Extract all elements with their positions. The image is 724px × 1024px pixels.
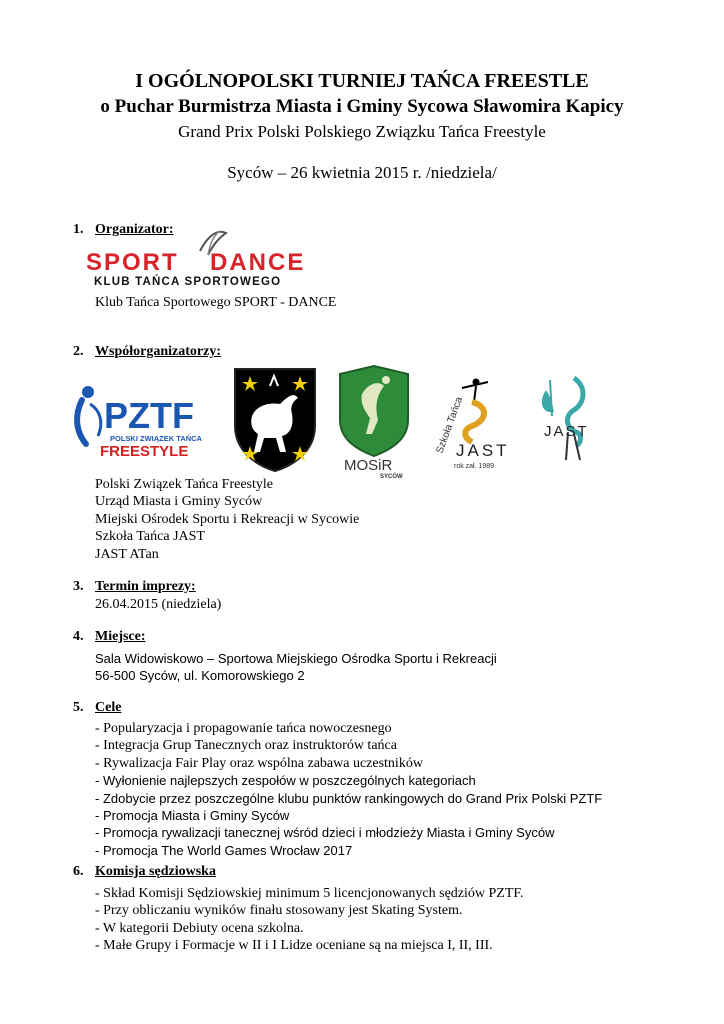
body-line: Urząd Miasta i Gminy Syców	[95, 494, 263, 510]
section-label: Współorganizatorzy:	[95, 344, 221, 359]
jast-atan-logo	[530, 372, 610, 468]
body-line: - W kategorii Debiuty ocena szkolna.	[95, 920, 304, 936]
logo-word-dance: DANCE	[210, 249, 306, 276]
section-6-heading	[73, 864, 216, 880]
logo-word-sport: SPORT	[86, 249, 179, 276]
body-line: - Wyłonienie najlepszych zespołów w poszczególnych kategoriach	[95, 773, 476, 789]
section-number: 3.	[73, 579, 84, 594]
sport-dance-logo	[80, 225, 350, 293]
body-line: - Popularyzacja i propagowanie tańca nowoczesnego	[95, 721, 392, 736]
body-line: - Integracja Grup Tanecznych oraz instruktorów tańca	[95, 738, 397, 754]
section-3-heading	[73, 579, 196, 595]
document-title: I OGÓLNOPOLSKI TURNIEJ TAŃCA FREESTLE	[135, 70, 589, 92]
section-6-body	[95, 885, 524, 955]
pztf-line1: POLSKI ZWIĄZEK TAŃCA	[110, 434, 202, 443]
body-line: - Skład Komisji Sędziowskiej minimum 5 licencjonowanych sędziów PZTF.	[95, 886, 524, 901]
section-3-body	[95, 596, 221, 613]
section-5-body	[95, 720, 602, 859]
jast-school-logo	[428, 372, 516, 472]
section-1-body	[95, 294, 337, 311]
section-number: 6.	[73, 864, 84, 879]
section-2-heading	[73, 344, 221, 360]
grand-prix-line: Grand Prix Polski Polskiego Związku Tańca Freestyle	[178, 122, 546, 141]
body-line: - Przy obliczaniu wyników finału stosowany jest Skating System.	[95, 903, 463, 919]
body-line: Szkoła Tańca JAST	[95, 529, 205, 545]
section-label: Termin imprezy:	[95, 579, 196, 594]
section-4-heading	[73, 629, 146, 645]
body-line: Sala Widowiskowo – Sportowa Miejskiego Ośrodka Sportu i Rekreacji	[95, 651, 497, 666]
section-number: 4.	[73, 629, 84, 644]
section-number: 1.	[73, 222, 84, 237]
mosir-town: SYCÓW	[380, 474, 403, 480]
document-subtitle: o Puchar Burmistrza Miasta i Gminy Sycowa Sławomira Kapicy	[100, 96, 624, 117]
body-line: 26.04.2015 (niedziela)	[95, 597, 222, 612]
pztf-abbr: PZTF	[104, 395, 194, 436]
body-line: - Promocja Miasta i Gminy Syców	[95, 808, 290, 824]
section-5-heading	[73, 700, 121, 716]
section-label: Miejsce:	[95, 629, 146, 644]
section-4-body	[95, 650, 497, 685]
date-place-line: Syców – 26 kwietnia 2015 r. /niedziela/	[227, 163, 497, 182]
body-line: 56-500 Syców, ul. Komorowskiego 2	[95, 668, 305, 684]
section-label: Cele	[95, 700, 122, 715]
jast-atan-name: JAST	[544, 423, 589, 440]
body-line: Klub Tańca Sportowego SPORT - DANCE	[95, 295, 337, 310]
mosir-name: MOSiR	[344, 457, 393, 474]
body-line: JAST ATan	[95, 546, 159, 562]
section-label: Organizator:	[95, 222, 174, 237]
jast-arc-text: Szkoła Tańca	[434, 395, 466, 456]
section-label: Komisja sędziowska	[95, 864, 216, 879]
dancer-figure-icon	[462, 382, 488, 402]
figure-head-icon	[82, 386, 94, 398]
body-line: Polski Związek Tańca Freestyle	[95, 477, 273, 492]
mosir-logo	[334, 364, 414, 480]
jast-est: rok zał. 1989	[454, 463, 495, 470]
body-line: Miejski Ośrodek Sportu i Rekreacji w Sycowie	[95, 511, 360, 527]
body-line: - Promocja rywalizacji tanecznej wśród dzieci i młodzieży Miasta i Gminy Syców	[95, 825, 555, 841]
body-line: - Zdobycie przez poszczególne klubu punktów rankingowych do Grand Prix Polski PZTF	[95, 790, 603, 806]
section-2-body	[95, 476, 359, 563]
coat-of-arms-logo	[232, 366, 318, 474]
section-number: 5.	[73, 700, 84, 715]
body-line: - Promocja The World Games Wrocław 2017	[95, 842, 353, 858]
jast-name: JAST	[456, 441, 510, 460]
logo-tagline: KLUB TAŃCA SPORTOWEGO	[94, 276, 282, 288]
section-number: 2.	[73, 344, 84, 359]
body-line: - Rywalizacja Fair Play oraz wspólna zabawa uczestników	[95, 755, 423, 771]
pztf-line2: FREESTYLE	[100, 443, 189, 460]
pztf-logo	[70, 380, 210, 460]
body-line: - Małe Grupy i Formacje w II i I Lidze oceniane są na miejsca I, II, III.	[95, 938, 493, 954]
